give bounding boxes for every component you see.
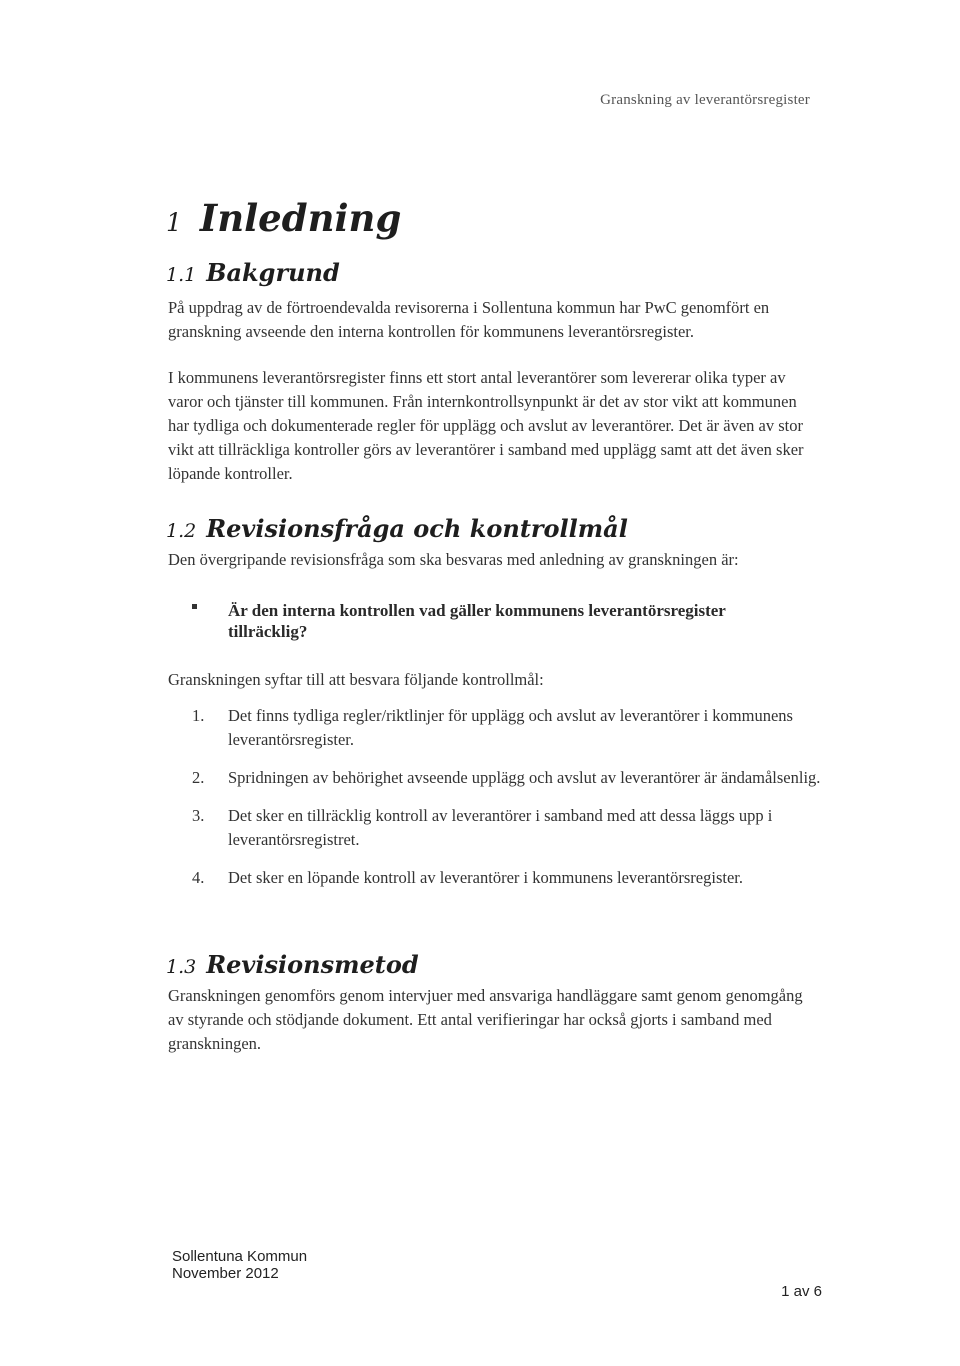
heading-1-3-number: 1.3	[166, 956, 197, 978]
heading-1	[166, 196, 401, 240]
heading-1-number: 1	[166, 208, 182, 237]
control-goal-number: 4.	[192, 868, 205, 887]
footer-block	[172, 1248, 307, 1282]
control-goals-intro: Granskningen syftar till att besvara följande kontrollmål:	[168, 670, 544, 689]
revision-question-intro: Den övergripande revisionsfråga som ska besvaras med anledning av granskningen är:	[168, 550, 739, 569]
control-goal-text: Det finns tydliga regler/riktlinjer för upplägg och avslut av leverantörer i kommunens leverantörsregister.	[228, 706, 793, 749]
control-goal-item	[192, 866, 832, 890]
control-goal-item	[192, 704, 832, 752]
revision-question-bullet	[192, 600, 752, 642]
control-goal-item	[192, 766, 832, 790]
control-goal-number: 3.	[192, 806, 205, 825]
control-goal-text: Det sker en löpande kontroll av leverantörer i kommunens leverantörsregister.	[228, 868, 743, 887]
control-goal-text: Spridningen av behörighet avseende upplägg och avslut av leverantörer är ändamålsenlig.	[228, 768, 821, 787]
page-number: 1 av 6	[781, 1283, 822, 1300]
footer-organization: Sollentuna Kommun	[172, 1248, 308, 1265]
control-goal-number: 1.	[192, 706, 205, 725]
revision-question: Är den interna kontrollen vad gäller kommunens leverantörsregister tillräcklig?	[228, 601, 726, 641]
background-paragraph-1: På uppdrag av de förtroendevalda revisorerna i Sollentuna kommun har PwC genomfört en granskning avseende den interna kontrollen för kommunens leverantörsregister.	[168, 298, 770, 341]
control-goal-number: 2.	[192, 768, 205, 787]
heading-1-3	[166, 950, 419, 979]
running-header: Granskning av leverantörsregister	[600, 92, 810, 108]
heading-1-2	[166, 514, 628, 543]
background-paragraph-2: I kommunens leverantörsregister finns ett stort antal leverantörer som levererar olika typer av varor och tjänster till kommunen. Från internkontrollsynpunkt är det av stor vikt att kommunen har tydliga och dokumenterade regler för upplägg och avslut av leverantörer. Det är även av stor vikt att tillräckliga kontroller görs av leverantörer i samband med upplägg samt att det även sker löpande kontroller.	[168, 368, 804, 483]
heading-1-1	[166, 258, 340, 287]
heading-1-1-title: Bakgrund	[206, 258, 340, 287]
heading-1-1-number: 1.1	[166, 264, 197, 286]
footer-date: November 2012	[172, 1265, 279, 1282]
method-paragraph: Granskningen genomförs genom intervjuer med ansvariga handläggare samt genom genomgång av styrande och stödjande dokument. Ett antal verifieringar har också gjorts i samband med granskningen.	[168, 986, 803, 1053]
heading-1-2-title: Revisionsfråga och kontrollmål	[206, 514, 628, 543]
bullet-square-icon	[192, 604, 197, 609]
heading-1-title: Inledning	[199, 196, 402, 240]
control-goal-item	[192, 804, 832, 852]
heading-1-2-number: 1.2	[166, 520, 197, 542]
control-goal-text: Det sker en tillräcklig kontroll av leverantörer i samband med att dessa läggs upp i leverantörsregistret.	[228, 806, 773, 849]
control-goals-list	[192, 704, 832, 904]
heading-1-3-title: Revisionsmetod	[206, 950, 419, 979]
